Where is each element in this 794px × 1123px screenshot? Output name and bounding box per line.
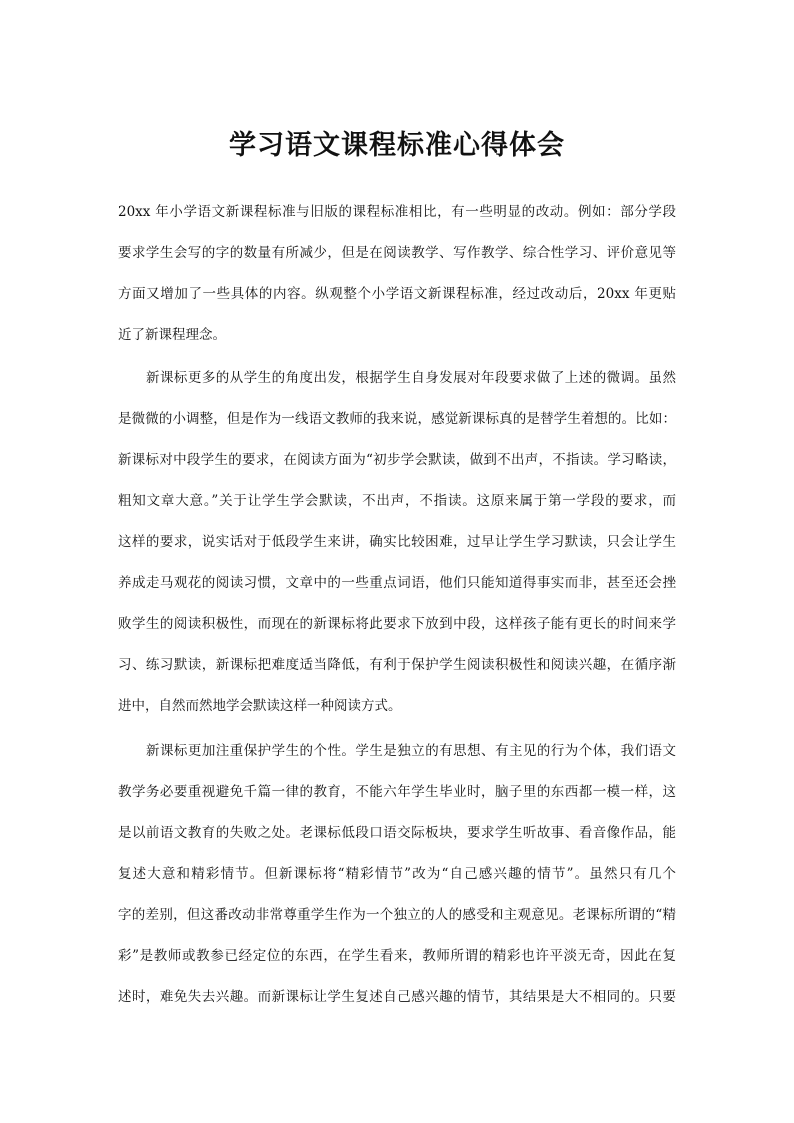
page-title: 学习语文课程标准心得体会	[229, 130, 565, 161]
text-line: 粗知文章大意。”关于让学生学会默读，不出声，不指读。这原来属于第一学段的要求，而	[118, 493, 676, 509]
text-line: 新课标更多的从学生的角度出发，根据学生自身发展对年段要求做了上述的微调。虽然	[146, 370, 676, 386]
text-line: 教学务必要重视避免千篇一律的教育，不能六年学生毕业时，脑子里的东西都一模一样，这	[118, 784, 676, 800]
text-line: 养成走马观花的阅读习惯，文章中的一些重点词语，他们只能知道得事实而非，甚至还会挫	[118, 575, 676, 591]
text-line: 述时，难免失去兴趣。而新课标让学生复述自己感兴趣的情节，其结果是大不相同的。只要	[118, 989, 676, 1005]
text-line: 近了新课程理念。	[118, 327, 226, 343]
text-line: 方面又增加了一些具体的内容。纵观整个小学语文新课程标准，经过改动后，20xx 年更贴	[118, 286, 676, 302]
text-line: 是以前语文教育的失败之处。老课标低段口语交际板块，要求学生听故事、看音像作品，能	[118, 825, 676, 841]
text-line: 复述大意和精彩情节。但新课标将“精彩情节”改为“自己感兴趣的情节”。虽然只有几个	[118, 866, 676, 882]
paragraph	[118, 192, 676, 356]
document-body	[118, 192, 676, 1018]
text-line: 要求学生会写的字的数量有所减少，但是在阅读教学、写作教学、综合性学习、评价意见等	[118, 245, 676, 261]
paragraph	[118, 358, 676, 727]
text-line: 新课标对中段学生的要求，在阅读方面为“初步学会默读，做到不出声，不指读。学习略读，	[118, 452, 676, 468]
text-line: 这样的要求，说实话对于低段学生来讲，确实比较困难，过早让学生学习默读，只会让学生	[118, 534, 676, 550]
text-line: 字的差别，但这番改动非常尊重学生作为一个独立的人的感受和主观意见。老课标所谓的“精	[118, 907, 676, 923]
text-line: 是微微的小调整，但是作为一线语文教师的我来说，感觉新课标真的是替学生着想的。比如：	[118, 411, 676, 427]
text-line: 败学生的阅读积极性，而现在的新课标将此要求下放到中段，这样孩子能有更长的时间来学	[118, 616, 676, 632]
text-line: 彩”是教师或教参已经定位的东西，在学生看来，教师所谓的精彩也许平淡无奇，因此在复	[118, 948, 676, 964]
paragraph	[118, 731, 676, 1018]
text-line: 习、练习默读，新课标把难度适当降低，有利于保护学生阅读积极性和阅读兴趣，在循序渐	[118, 657, 676, 673]
text-line: 20xx 年小学语文新课程标准与旧版的课程标准相比，有一些明显的改动。例如：部分学段	[118, 204, 676, 220]
text-line: 进中，自然而然地学会默读这样一种阅读方式。	[118, 698, 402, 714]
text-line: 新课标更加注重保护学生的个性。学生是独立的有思想、有主见的行为个体，我们语文	[146, 743, 676, 759]
